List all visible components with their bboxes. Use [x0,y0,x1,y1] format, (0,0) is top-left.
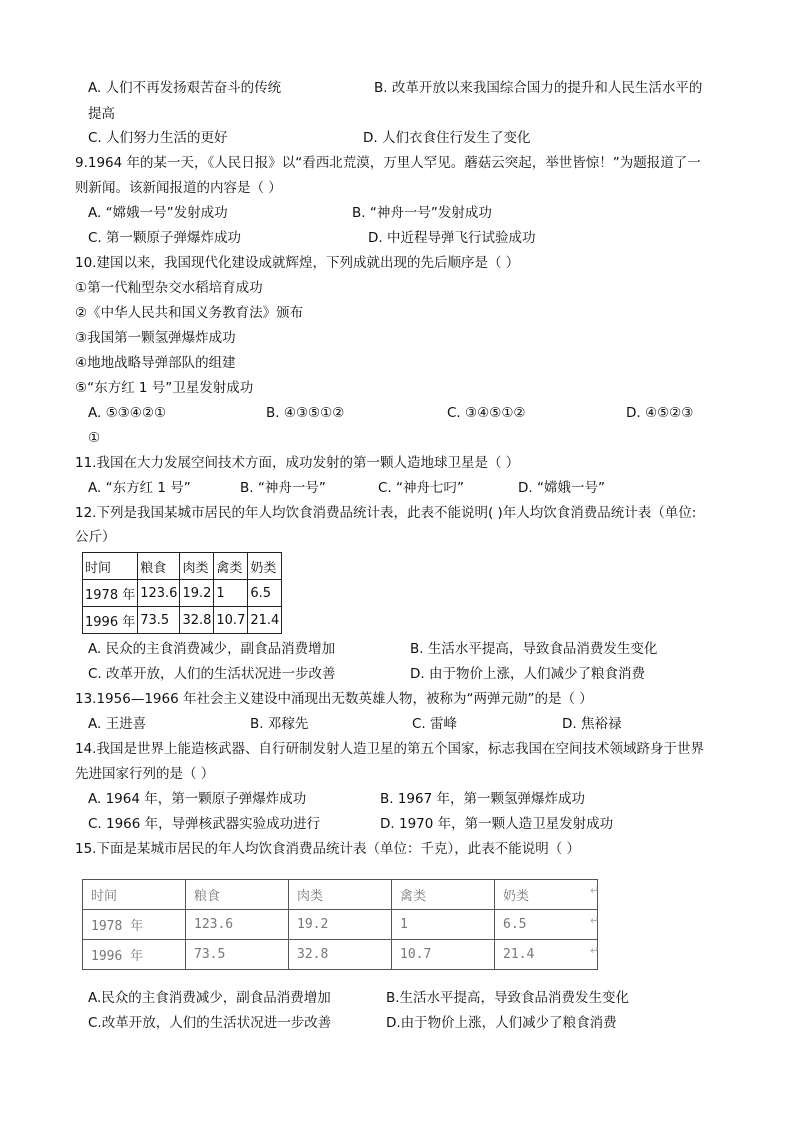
q13-option-a: A. 王进喜 [88,716,147,732]
table-cell: 10.7 [214,607,248,634]
table-cell: 1996 年 [83,940,186,970]
table-cell: 肉类 [289,880,392,910]
q14-option-a: A. 1964 年，第一颗原子弹爆炸成功 [88,791,307,807]
q14-option-b: B. 1967 年，第一颗氢弹爆炸成功 [380,791,585,807]
q9-option-b: B. “神舟一号”发射成功 [352,205,492,221]
q14-stem-cont: 先进国家行列的是（ ） [75,766,215,782]
table-cell: 32.8 [180,607,214,634]
table-cell: 时间 [83,880,186,910]
q12-stem-cont: 公斤） [75,529,116,545]
q15-option-c: C.改革开放，人们的生活状况进一步改善 [88,1015,332,1031]
table-cell: 21.4 [495,940,598,970]
table-row [83,940,598,970]
q10-item: ④地地战略导弹部队的组建 [75,355,236,371]
table-cell: 1 [214,580,248,607]
table-cell: 1 [392,910,495,940]
table-cell: 32.8 [289,940,392,970]
table-cell: 1978 年 [83,910,186,940]
q15-option-d: D.由于物价上涨，人们减少了粮食消费 [386,1015,617,1031]
table-cell: 19.2 [180,580,214,607]
table-cell: 123.6 [138,580,180,607]
paragraph-mark-icon: ↵ [590,914,600,927]
q15-table [82,879,598,970]
q10-option-d: D. ④⑤②③ [626,405,694,421]
table-cell: 73.5 [138,607,180,634]
q11-option-d: D. “嫦娥一号” [518,480,605,496]
table-row [83,553,282,580]
table-cell: 粮食 [138,553,180,580]
q10-option-d-cont: ① [88,430,101,446]
q8-option-b: B. 改革开放以来我国综合国力的提升和人民生活水平的 [374,80,703,96]
q9-option-d: D. 中近程导弹飞行试验成功 [368,230,536,246]
q15-option-b: B.生活水平提高，导致食品消费发生变化 [386,990,630,1006]
q10-item: ②《中华人民共和国义务教育法》颁布 [75,305,304,321]
q8-option-a: A. 人们不再发扬艰苦奋斗的传统 [88,80,282,96]
table-cell: 1978 年 [83,580,138,607]
table-cell: 73.5 [186,940,289,970]
q10-stem: 10.建国以来，我国现代化建设成就辉煌，下列成就出现的先后顺序是（ ） [75,255,520,271]
table-cell: 21.4 [248,607,282,634]
q12-option-d: D. 由于物价上涨，人们减少了粮食消费 [410,666,645,682]
q15-option-a: A.民众的主食消费减少，副食品消费增加 [88,990,331,1006]
q10-option-c: C. ③④⑤①② [447,405,526,421]
q11-stem: 11.我国在大力发展空间技术方面，成功发射的第一颗人造地球卫星是（ ） [75,455,520,471]
q11-option-b: B. “神舟一号” [240,480,326,496]
paragraph-mark-icon: ↵ [590,944,600,957]
q9-stem: 9.1964 年的某一天，《人民日报》以“看西北荒漠，万里人罕见。蘑菇云突起，举世皆惊！”为题报道了一 [75,155,701,171]
table-cell: 肉类 [180,553,214,580]
q12-table [82,552,282,634]
q12-option-a: A. 民众的主食消费减少，副食品消费增加 [88,641,336,657]
table-cell: 1996 年 [83,607,138,634]
table-row [83,880,598,910]
table-cell: 19.2 [289,910,392,940]
q13-option-d: D. 焦裕禄 [562,716,622,732]
table-cell: 禽类 [392,880,495,910]
q13-option-b: B. 邓稼先 [250,716,309,732]
table-cell: 奶类 [495,880,598,910]
q14-stem: 14.我国是世界上能造核武器、自行研制发射人造卫星的第五个国家，标志我国在空间技术领域跻身于世界 [75,741,704,757]
table-cell: 时间 [83,553,138,580]
q10-item: ③我国第一颗氢弹爆炸成功 [75,330,236,346]
table-cell: 6.5 [495,910,598,940]
q11-option-c: C. “神舟七叼” [378,480,464,496]
paragraph-mark-icon: ↵ [590,884,600,897]
q11-option-a: A. “东方红 1 号” [88,480,191,496]
table-cell: 粮食 [186,880,289,910]
q13-stem: 13.1956—1966 年社会主义建设中涌现出无数英雄人物，被称为“两弹元勋”的是（ ） [75,691,593,707]
q12-stem: 12.下列是我国某城市居民的年人均饮食消费品统计表，此表不能说明( )年人均饮食消费品统计表（单位: [75,505,697,521]
q10-item: ①第一代籼型杂交水稻培育成功 [75,280,263,296]
q10-option-a: A. ⑤③④②① [88,405,167,421]
q9-option-a: A. “嫦娥一号”发射成功 [88,205,228,221]
q14-option-c: C. 1966 年，导弹核武器实验成功进行 [88,816,321,832]
q9-option-c: C. 第一颗原子弹爆炸成功 [88,230,242,246]
table-cell: 奶类 [248,553,282,580]
q8-option-d: D. 人们衣食住行发生了变化 [363,130,531,146]
q14-option-d: D. 1970 年，第一颗人造卫星发射成功 [380,816,614,832]
q15-stem: 15.下面是某城市居民的年人均饮食消费品统计表（单位：千克），此表不能说明（ ） [75,841,581,857]
table-cell: 禽类 [214,553,248,580]
table-cell: 10.7 [392,940,495,970]
q10-option-b: B. ④③⑤①② [266,405,345,421]
table-row [83,607,282,634]
table-row [83,910,598,940]
q13-option-c: C. 雷峰 [412,716,458,732]
q8-option-b-cont: 提高 [88,106,115,122]
q12-option-c: C. 改革开放，人们的生活状况进一步改善 [88,666,336,682]
q10-item: ⑤“东方红 1 号”卫星发射成功 [75,380,254,396]
table-cell: 123.6 [186,910,289,940]
q12-option-b: B. 生活水平提高，导致食品消费发生变化 [410,641,658,657]
q9-stem-cont: 则新闻。该新闻报道的内容是（ ） [75,180,282,196]
q8-option-c: C. 人们努力生活的更好 [88,130,228,146]
table-row [83,580,282,607]
table-cell: 6.5 [248,580,282,607]
